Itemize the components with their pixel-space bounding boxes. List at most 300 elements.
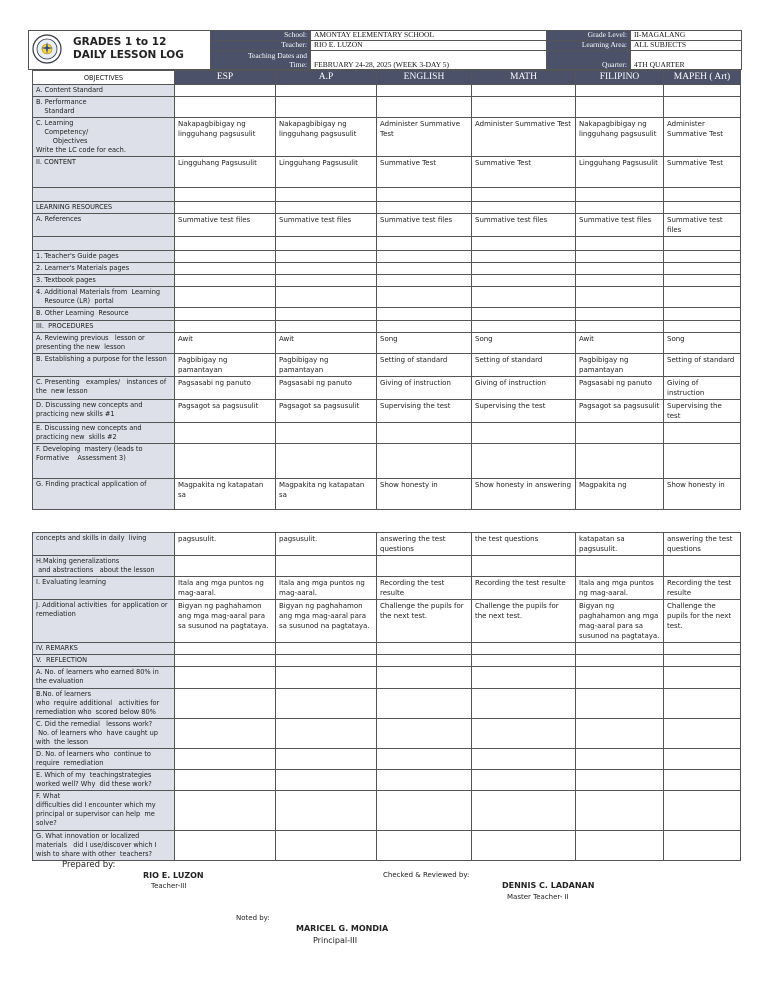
learning-area-label: Learning Area: — [547, 41, 631, 51]
checker-name: DENNIS C. LADANAN — [502, 881, 595, 890]
objective-label: B. Establishing a purpose for the lesson — [33, 354, 175, 377]
lesson-cell-a-p: Summative test files — [276, 214, 377, 237]
page-1-row — [33, 423, 741, 444]
lesson-log-table-page-2 — [32, 532, 741, 861]
page-1-row — [33, 308, 741, 321]
lesson-cell-mapeh-art — [664, 770, 741, 791]
noted-by-label: Noted by: — [236, 914, 270, 922]
lesson-cell-a-p — [276, 251, 377, 263]
lesson-cell-filipino — [576, 831, 664, 861]
lesson-cell-esp: Magpakita ng katapatan sa — [175, 479, 276, 510]
lesson-cell-math — [472, 444, 576, 479]
learning-area-value: ALL SUBJECTS — [631, 41, 742, 51]
lesson-cell-math — [472, 831, 576, 861]
lesson-cell-mapeh-art — [664, 237, 741, 251]
lesson-cell-math — [472, 237, 576, 251]
lesson-cell-math — [472, 287, 576, 308]
noter-title: Principal-III — [313, 936, 358, 945]
objective-label: B.No. of learners who require additional activities for remediation who scored below 80% — [33, 689, 175, 719]
lesson-cell-esp — [175, 423, 276, 444]
lesson-cell-mapeh-art — [664, 667, 741, 689]
lesson-cell-mapeh-art: Summative Test — [664, 157, 741, 188]
lesson-cell-mapeh-art: Show honesty in — [664, 479, 741, 510]
lesson-cell-math: Recording the test resulte — [472, 577, 576, 600]
objective-label: III. PROCEDURES — [33, 321, 175, 333]
lesson-cell-esp — [175, 831, 276, 861]
lesson-cell-filipino — [576, 287, 664, 308]
page-2-row — [33, 643, 741, 655]
lesson-cell-math — [472, 321, 576, 333]
lesson-cell-math — [472, 643, 576, 655]
lesson-cell-esp — [175, 251, 276, 263]
lesson-cell-esp — [175, 308, 276, 321]
lesson-cell-mapeh-art: answering the test questions — [664, 533, 741, 556]
title-line-2: DAILY LESSON LOG — [73, 49, 184, 61]
column-header-math: MATH — [472, 71, 576, 85]
page-2-row — [33, 831, 741, 861]
lesson-cell-mapeh-art: Song — [664, 333, 741, 354]
grade-level-value: II-MAGALANG — [631, 31, 742, 41]
objective-label: E. Discussing new concepts and practicing new skills #2 — [33, 423, 175, 444]
lesson-cell-a-p — [276, 97, 377, 118]
lesson-cell-a-p — [276, 85, 377, 97]
lesson-cell-filipino: Bigyan ng paghahamon ang mga mag-aaral para sa susunod na pagtataya. — [576, 600, 664, 643]
lesson-cell-mapeh-art — [664, 689, 741, 719]
teacher-value: RIO E. LUZON — [311, 41, 547, 51]
objective-label: A. Content Standard — [33, 85, 175, 97]
lesson-cell-mapeh-art — [664, 85, 741, 97]
page-2-row — [33, 770, 741, 791]
lesson-cell-esp — [175, 667, 276, 689]
lesson-cell-math: Song — [472, 333, 576, 354]
page-1-row — [33, 354, 741, 377]
lesson-cell-english — [377, 643, 472, 655]
lesson-cell-mapeh-art — [664, 263, 741, 275]
objective-label: G. Finding practical application of — [33, 479, 175, 510]
objective-label: LEARNING RESOURCES — [33, 202, 175, 214]
school-label: School: — [211, 31, 311, 41]
objective-label: II. CONTENT — [33, 157, 175, 188]
lesson-cell-a-p: Pagbibigay ng pamantayan — [276, 354, 377, 377]
lesson-cell-esp — [175, 655, 276, 667]
objective-label: concepts and skills in daily living — [33, 533, 175, 556]
lesson-cell-esp — [175, 791, 276, 831]
lesson-cell-english: Summative test files — [377, 214, 472, 237]
objective-label: B. Performance Standard — [33, 97, 175, 118]
lesson-cell-math — [472, 556, 576, 577]
lesson-cell-english: Giving of instruction — [377, 377, 472, 400]
column-header-filipino: FILIPINO — [576, 71, 664, 85]
lesson-cell-english — [377, 188, 472, 202]
lesson-cell-a-p — [276, 556, 377, 577]
page-2-row — [33, 667, 741, 689]
lesson-cell-filipino — [576, 263, 664, 275]
objective-label: I. Evaluating learning — [33, 577, 175, 600]
objective-label: 4. Additional Materials from Learning Resource (LR) portal — [33, 287, 175, 308]
lesson-cell-mapeh-art — [664, 444, 741, 479]
column-header-english: ENGLISH — [377, 71, 472, 85]
lesson-cell-math: the test questions — [472, 533, 576, 556]
lesson-cell-english — [377, 655, 472, 667]
teaching-dates-label-2: Time: — [289, 60, 307, 69]
lesson-cell-mapeh-art — [664, 423, 741, 444]
lesson-cell-math — [472, 719, 576, 749]
lesson-cell-english — [377, 444, 472, 479]
lesson-cell-a-p — [276, 237, 377, 251]
lesson-cell-english — [377, 791, 472, 831]
lesson-cell-english — [377, 275, 472, 287]
lesson-cell-esp: Pagsasabi ng panuto — [175, 377, 276, 400]
lesson-cell-a-p — [276, 423, 377, 444]
lesson-cell-mapeh-art: Setting of standard — [664, 354, 741, 377]
lesson-cell-esp: Itala ang mga puntos ng mag-aaral. — [175, 577, 276, 600]
page-2-row — [33, 655, 741, 667]
grade-level-label: Grade Level: — [547, 31, 631, 41]
objective-label: V. REFLECTION — [33, 655, 175, 667]
prepared-by-label: Prepared by: — [62, 860, 116, 870]
lesson-cell-mapeh-art — [664, 188, 741, 202]
lesson-cell-filipino — [576, 667, 664, 689]
lesson-cell-english: Show honesty in — [377, 479, 472, 510]
lesson-cell-a-p — [276, 275, 377, 287]
lesson-cell-mapeh-art — [664, 97, 741, 118]
lesson-cell-filipino — [576, 188, 664, 202]
page-2-row — [33, 556, 741, 577]
lesson-cell-math — [472, 791, 576, 831]
objective-label — [33, 188, 175, 202]
lesson-cell-esp: Summative test files — [175, 214, 276, 237]
page-1-row — [33, 479, 741, 510]
lesson-cell-esp — [175, 719, 276, 749]
lesson-cell-filipino: Summative test files — [576, 214, 664, 237]
lesson-cell-a-p: Nakapagbibigay ng lingguhang pagsusulit — [276, 118, 377, 157]
lesson-cell-mapeh-art — [664, 831, 741, 861]
lesson-cell-math — [472, 770, 576, 791]
lesson-cell-mapeh-art — [664, 275, 741, 287]
preparer-title: Teacher-III — [151, 882, 187, 890]
lesson-cell-filipino: Pagbibigay ng pamantayan — [576, 354, 664, 377]
lesson-cell-filipino: Lingguhang Pagsusulit — [576, 157, 664, 188]
page-1-row — [33, 214, 741, 237]
deped-seal — [32, 34, 62, 64]
header-info-table — [210, 30, 742, 70]
lesson-cell-filipino — [576, 97, 664, 118]
lesson-cell-mapeh-art: Summative test files — [664, 214, 741, 237]
lesson-cell-esp — [175, 689, 276, 719]
lesson-cell-english: Setting of standard — [377, 354, 472, 377]
lesson-cell-math: Administer Summative Test — [472, 118, 576, 157]
lesson-cell-a-p — [276, 643, 377, 655]
lesson-cell-a-p — [276, 655, 377, 667]
lesson-cell-esp — [175, 97, 276, 118]
page-1-row — [33, 157, 741, 188]
page-1-row — [33, 400, 741, 423]
lesson-cell-english — [377, 423, 472, 444]
checker-title: Master Teacher- II — [507, 893, 569, 901]
lesson-cell-math: Challenge the pupils for the next test. — [472, 600, 576, 643]
school-value: AMONTAY ELEMENTARY SCHOOL — [311, 31, 547, 41]
lesson-cell-math: Show honesty in answering — [472, 479, 576, 510]
teaching-dates-value: FEBRUARY 24-28, 2025 (WEEK 3-DAY 5) — [311, 51, 547, 70]
lesson-cell-filipino: Pagsagot sa pagsusulit — [576, 400, 664, 423]
lesson-cell-english — [377, 556, 472, 577]
lesson-cell-a-p — [276, 263, 377, 275]
objective-label: 3. Textbook pages — [33, 275, 175, 287]
page-2-row — [33, 577, 741, 600]
lesson-cell-math — [472, 667, 576, 689]
objective-label: A. References — [33, 214, 175, 237]
lesson-cell-mapeh-art — [664, 287, 741, 308]
lesson-cell-a-p: Lingguhang Pagsusulit — [276, 157, 377, 188]
objective-label: 1. Teacher's Guide pages — [33, 251, 175, 263]
title-line-1: GRADES 1 to 12 — [73, 36, 167, 48]
objective-label: F. What difficulties did I encounter which my principal or supervisor can help me solve? — [33, 791, 175, 831]
objective-label: 2. Learner's Materials pages — [33, 263, 175, 275]
column-header-row — [33, 71, 741, 85]
lesson-cell-filipino: Awit — [576, 333, 664, 354]
lesson-cell-math: Giving of instruction — [472, 377, 576, 400]
teacher-label: Teacher: — [211, 41, 311, 51]
lesson-cell-filipino — [576, 791, 664, 831]
page-1-row — [33, 333, 741, 354]
lesson-cell-filipino — [576, 770, 664, 791]
lesson-cell-filipino — [576, 556, 664, 577]
lesson-cell-english: Recording the test resulte — [377, 577, 472, 600]
lesson-cell-filipino: katapatan sa pagsusulit. — [576, 533, 664, 556]
lesson-cell-a-p: Awit — [276, 333, 377, 354]
lesson-cell-english: Song — [377, 333, 472, 354]
lesson-cell-filipino — [576, 308, 664, 321]
lesson-cell-mapeh-art — [664, 202, 741, 214]
page-1-row — [33, 287, 741, 308]
lesson-cell-mapeh-art — [664, 308, 741, 321]
lesson-cell-esp: Bigyan ng paghahamon ang mga mag-aaral para sa susunod na pagtataya. — [175, 600, 276, 643]
lesson-cell-a-p — [276, 321, 377, 333]
lesson-cell-mapeh-art — [664, 655, 741, 667]
lesson-cell-english — [377, 97, 472, 118]
lesson-cell-english: answering the test questions — [377, 533, 472, 556]
page-1-row — [33, 377, 741, 400]
lesson-cell-english — [377, 263, 472, 275]
objective-label: IV. REMARKS — [33, 643, 175, 655]
lesson-cell-math: Summative test files — [472, 214, 576, 237]
lesson-cell-a-p — [276, 791, 377, 831]
lesson-cell-a-p — [276, 749, 377, 770]
column-header-esp: ESP — [175, 71, 276, 85]
page-2-row — [33, 689, 741, 719]
lesson-cell-english — [377, 321, 472, 333]
lesson-cell-mapeh-art — [664, 321, 741, 333]
lesson-cell-english — [377, 749, 472, 770]
objective-label: E. Which of my teachingstrategies worked well? Why did these work? — [33, 770, 175, 791]
lesson-cell-filipino — [576, 444, 664, 479]
column-header-mapeh-art: MAPEH ( Art) — [664, 71, 741, 85]
lesson-cell-math — [472, 689, 576, 719]
lesson-cell-a-p: Magpakita ng katapatan sa — [276, 479, 377, 510]
page-1-row — [33, 251, 741, 263]
lesson-cell-a-p — [276, 770, 377, 791]
lesson-cell-english — [377, 689, 472, 719]
lesson-cell-english — [377, 85, 472, 97]
page-1-row — [33, 118, 741, 157]
lesson-cell-esp — [175, 202, 276, 214]
lesson-cell-filipino: Nakapagbibigay ng lingguhang pagsusulit — [576, 118, 664, 157]
objective-label: F. Developing mastery (leads to Formative Assessment 3) — [33, 444, 175, 479]
objectives-header: OBJECTIVES — [33, 71, 175, 85]
checked-by-label: Checked & Reviewed by: — [383, 871, 470, 879]
lesson-cell-math: Summative Test — [472, 157, 576, 188]
lesson-cell-mapeh-art — [664, 643, 741, 655]
lesson-cell-esp: Awit — [175, 333, 276, 354]
lesson-cell-mapeh-art — [664, 791, 741, 831]
lesson-cell-english: Summative Test — [377, 157, 472, 188]
lesson-cell-esp: Lingguhang Pagsusulit — [175, 157, 276, 188]
page-1-row — [33, 263, 741, 275]
lesson-cell-esp — [175, 287, 276, 308]
teaching-dates-label-1: Teaching Dates and — [247, 51, 307, 60]
lesson-cell-esp — [175, 263, 276, 275]
lesson-cell-esp: pagsusulit. — [175, 533, 276, 556]
lesson-cell-filipino — [576, 202, 664, 214]
lesson-cell-math — [472, 97, 576, 118]
lesson-cell-english — [377, 237, 472, 251]
lesson-cell-math — [472, 749, 576, 770]
lesson-cell-a-p — [276, 287, 377, 308]
lesson-cell-esp — [175, 444, 276, 479]
objective-label — [33, 237, 175, 251]
page-1-row — [33, 188, 741, 202]
lesson-cell-mapeh-art — [664, 749, 741, 770]
lesson-cell-filipino — [576, 251, 664, 263]
lesson-cell-a-p: Pagsasabi ng panuto — [276, 377, 377, 400]
objective-label: J. Additional activities for application or remediation — [33, 600, 175, 643]
column-header-a-p: A.P — [276, 71, 377, 85]
lesson-cell-mapeh-art: Supervising the test — [664, 400, 741, 423]
lesson-cell-english — [377, 308, 472, 321]
lesson-cell-math — [472, 655, 576, 667]
page-1-row — [33, 237, 741, 251]
lesson-cell-esp — [175, 321, 276, 333]
lesson-cell-esp: Nakapagbibigay ng lingguhang pagsusulit — [175, 118, 276, 157]
lesson-cell-english: Challenge the pupils for the next test. — [377, 600, 472, 643]
lesson-cell-math — [472, 85, 576, 97]
lesson-cell-math: Setting of standard — [472, 354, 576, 377]
lesson-cell-esp — [175, 237, 276, 251]
lesson-cell-english — [377, 770, 472, 791]
page-1-row — [33, 275, 741, 287]
objective-label: C. Did the remedial lessons work? No. of learners who have caught up with the lesson — [33, 719, 175, 749]
lesson-cell-a-p — [276, 689, 377, 719]
lesson-cell-english: Supervising the test — [377, 400, 472, 423]
objective-label: G. What innovation or localized materials did I use/discover which I wish to share with other teachers? — [33, 831, 175, 861]
preparer-name: RIO E. LUZON — [143, 871, 204, 880]
page-2-row — [33, 749, 741, 770]
objective-label: B. Other Learning Resource — [33, 308, 175, 321]
lesson-cell-esp: Pagbibigay ng pamantayan — [175, 354, 276, 377]
lesson-cell-esp — [175, 643, 276, 655]
objective-label: D. Discussing new concepts and practicing new skills #1 — [33, 400, 175, 423]
lesson-cell-filipino — [576, 85, 664, 97]
lesson-cell-filipino — [576, 275, 664, 287]
page-2-row — [33, 791, 741, 831]
page-1-row — [33, 97, 741, 118]
lesson-cell-a-p — [276, 667, 377, 689]
lesson-cell-filipino — [576, 719, 664, 749]
lesson-cell-english — [377, 719, 472, 749]
lesson-cell-esp: Pagsagot sa pagsusulit — [175, 400, 276, 423]
lesson-cell-a-p: Bigyan ng paghahamon ang mga mag-aaral para sa susunod na pagtataya. — [276, 600, 377, 643]
quarter-value: 4TH QUARTER — [631, 51, 742, 70]
lesson-cell-esp — [175, 556, 276, 577]
lesson-cell-mapeh-art — [664, 556, 741, 577]
lesson-cell-mapeh-art: Giving of instruction — [664, 377, 741, 400]
lesson-cell-math: Supervising the test — [472, 400, 576, 423]
lesson-cell-filipino — [576, 237, 664, 251]
objective-label: D. No. of learners who continue to require remediation — [33, 749, 175, 770]
lesson-cell-math — [472, 202, 576, 214]
lesson-cell-math — [472, 188, 576, 202]
lesson-cell-math — [472, 275, 576, 287]
header-block — [28, 30, 740, 70]
lesson-cell-filipino — [576, 689, 664, 719]
noter-name: MARICEL G. MONDIA — [296, 924, 389, 933]
page-2-row — [33, 533, 741, 556]
lesson-cell-english — [377, 251, 472, 263]
lesson-cell-a-p — [276, 188, 377, 202]
lesson-cell-filipino: Magpakita ng — [576, 479, 664, 510]
objective-label: A. No. of learners who earned 80% in the evaluation — [33, 667, 175, 689]
lesson-cell-a-p — [276, 308, 377, 321]
lesson-cell-filipino — [576, 749, 664, 770]
lesson-cell-english — [377, 831, 472, 861]
lesson-cell-filipino — [576, 643, 664, 655]
lesson-cell-esp — [175, 275, 276, 287]
lesson-cell-mapeh-art: Challenge the pupils for the next test. — [664, 600, 741, 643]
lesson-cell-mapeh-art: Recording the test resulte — [664, 577, 741, 600]
lesson-cell-a-p — [276, 719, 377, 749]
lesson-cell-filipino — [576, 423, 664, 444]
lesson-cell-a-p — [276, 202, 377, 214]
page-1-row — [33, 444, 741, 479]
lesson-cell-english — [377, 287, 472, 308]
lesson-cell-english — [377, 667, 472, 689]
lesson-log-table-page-1 — [32, 70, 741, 510]
page-2-row — [33, 719, 741, 749]
page-1-row — [33, 321, 741, 333]
objective-label: H.Making generalizations and abstractions about the lesson — [33, 556, 175, 577]
lesson-cell-math — [472, 308, 576, 321]
lesson-cell-mapeh-art — [664, 719, 741, 749]
lesson-cell-esp — [175, 85, 276, 97]
lesson-cell-a-p — [276, 444, 377, 479]
lesson-cell-mapeh-art: Administer Summative Test — [664, 118, 741, 157]
lesson-cell-filipino: Pagsasabi ng panuto — [576, 377, 664, 400]
lesson-cell-mapeh-art — [664, 251, 741, 263]
lesson-cell-filipino — [576, 321, 664, 333]
lesson-cell-a-p — [276, 831, 377, 861]
quarter-label: Quarter: — [547, 51, 631, 70]
lesson-cell-esp — [175, 749, 276, 770]
lesson-cell-a-p: Itala ang mga puntos ng mag-aaral. — [276, 577, 377, 600]
lesson-cell-math — [472, 263, 576, 275]
lesson-cell-a-p: Pagsagot sa pagsusulit — [276, 400, 377, 423]
lesson-cell-a-p: pagsusulit. — [276, 533, 377, 556]
objective-label: C. Learning Competency/ Objectives Write the LC code for each. — [33, 118, 175, 157]
lesson-cell-english — [377, 202, 472, 214]
lesson-cell-math — [472, 251, 576, 263]
teaching-dates-label — [211, 51, 311, 70]
lesson-cell-math — [472, 423, 576, 444]
